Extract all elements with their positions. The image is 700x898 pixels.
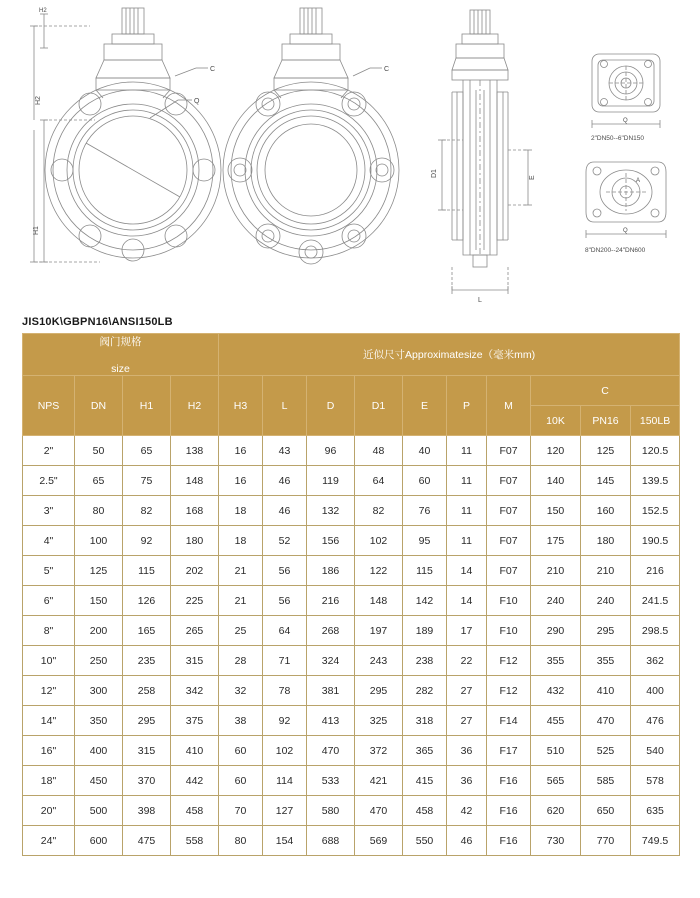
cell-d1: 122 — [355, 556, 403, 586]
cell-l: 56 — [263, 586, 307, 616]
cell-c150lb: 216 — [631, 556, 680, 586]
cell-nps: 3" — [23, 496, 75, 526]
cell-m: F07 — [487, 556, 531, 586]
cell-nps: 2" — [23, 436, 75, 466]
cell-h2: 458 — [171, 796, 219, 826]
cell-l: 71 — [263, 646, 307, 676]
cell-c150lb: 139.5 — [631, 466, 680, 496]
cell-h2: 202 — [171, 556, 219, 586]
spec-table-body — [23, 436, 680, 856]
cell-e: 282 — [403, 676, 447, 706]
cell-c10k: 210 — [531, 556, 581, 586]
cell-dn: 200 — [75, 616, 123, 646]
h2-label-left: H2 — [35, 96, 42, 105]
cell-c150lb: 362 — [631, 646, 680, 676]
table-row — [23, 826, 680, 856]
view-side-section — [438, 10, 532, 294]
cell-dn: 400 — [75, 736, 123, 766]
cell-e: 60 — [403, 466, 447, 496]
table-row — [23, 646, 680, 676]
cell-c150lb: 749.5 — [631, 826, 680, 856]
cell-c10k: 620 — [531, 796, 581, 826]
cell-m: F16 — [487, 826, 531, 856]
cell-d: 470 — [307, 736, 355, 766]
cell-e: 458 — [403, 796, 447, 826]
header-col-d1: D1 — [355, 376, 403, 436]
cell-l: 102 — [263, 736, 307, 766]
cell-l: 127 — [263, 796, 307, 826]
spec-title: JIS10K\GBPN16\ANSI150LB — [22, 316, 173, 328]
cell-c10k: 432 — [531, 676, 581, 706]
cell-nps: 2.5" — [23, 466, 75, 496]
cell-c150lb: 476 — [631, 706, 680, 736]
h1-label-left: H1 — [33, 226, 40, 235]
cell-cpn16: 295 — [581, 616, 631, 646]
cell-d1: 569 — [355, 826, 403, 856]
cell-d1: 197 — [355, 616, 403, 646]
cell-c10k: 175 — [531, 526, 581, 556]
cell-nps: 6" — [23, 586, 75, 616]
cell-d1: 470 — [355, 796, 403, 826]
cell-h2: 442 — [171, 766, 219, 796]
cell-d: 413 — [307, 706, 355, 736]
cell-h3: 32 — [219, 676, 263, 706]
cell-nps: 24" — [23, 826, 75, 856]
cell-p: 36 — [447, 766, 487, 796]
header-size-cn: 阀门规格 — [99, 336, 142, 348]
cell-e: 142 — [403, 586, 447, 616]
cell-nps: 8" — [23, 616, 75, 646]
cell-h3: 25 — [219, 616, 263, 646]
header-group-approx: 近似尺寸Approximatesize（毫米mm) — [219, 334, 680, 376]
cell-h1: 165 — [123, 616, 171, 646]
cell-h1: 82 — [123, 496, 171, 526]
cell-d: 580 — [307, 796, 355, 826]
table-row — [23, 796, 680, 826]
cell-c150lb: 635 — [631, 796, 680, 826]
cell-p: 14 — [447, 586, 487, 616]
cell-h3: 16 — [219, 436, 263, 466]
cell-d: 324 — [307, 646, 355, 676]
table-row — [23, 466, 680, 496]
cell-p: 11 — [447, 526, 487, 556]
cell-h3: 18 — [219, 526, 263, 556]
cell-c10k: 240 — [531, 586, 581, 616]
cell-e: 550 — [403, 826, 447, 856]
cell-h3: 28 — [219, 646, 263, 676]
cell-dn: 500 — [75, 796, 123, 826]
cell-h3: 21 — [219, 556, 263, 586]
cell-c150lb: 241.5 — [631, 586, 680, 616]
cell-dn: 100 — [75, 526, 123, 556]
cell-h3: 21 — [219, 586, 263, 616]
cell-l: 154 — [263, 826, 307, 856]
cell-m: F12 — [487, 646, 531, 676]
cell-c10k: 150 — [531, 496, 581, 526]
table-row — [23, 706, 680, 736]
cell-m: F16 — [487, 766, 531, 796]
cell-d1: 64 — [355, 466, 403, 496]
cell-h2: 180 — [171, 526, 219, 556]
cell-m: F17 — [487, 736, 531, 766]
cell-h1: 126 — [123, 586, 171, 616]
c-label-view2: C — [384, 66, 390, 73]
table-row — [23, 436, 680, 466]
cell-h1: 258 — [123, 676, 171, 706]
cell-m: F10 — [487, 586, 531, 616]
header-col-d: D — [307, 376, 355, 436]
cell-h1: 295 — [123, 706, 171, 736]
cell-dn: 250 — [75, 646, 123, 676]
cell-d: 156 — [307, 526, 355, 556]
cell-m: F07 — [487, 466, 531, 496]
table-row — [23, 586, 680, 616]
cell-l: 43 — [263, 436, 307, 466]
cell-nps: 20" — [23, 796, 75, 826]
cell-h1: 92 — [123, 526, 171, 556]
view-flange-small — [592, 54, 660, 112]
cell-dn: 150 — [75, 586, 123, 616]
cell-c10k: 455 — [531, 706, 581, 736]
cell-nps: 4" — [23, 526, 75, 556]
cell-cpn16: 525 — [581, 736, 631, 766]
cell-d1: 295 — [355, 676, 403, 706]
cell-h3: 60 — [219, 736, 263, 766]
header-col-p: P — [447, 376, 487, 436]
cell-m: F12 — [487, 676, 531, 706]
table-row — [23, 766, 680, 796]
cell-e: 95 — [403, 526, 447, 556]
cell-dn: 600 — [75, 826, 123, 856]
cell-l: 52 — [263, 526, 307, 556]
cell-dn: 125 — [75, 556, 123, 586]
cell-c10k: 510 — [531, 736, 581, 766]
cell-nps: 10" — [23, 646, 75, 676]
cell-c150lb: 120.5 — [631, 436, 680, 466]
cell-l: 78 — [263, 676, 307, 706]
header-col-dn: DN — [75, 376, 123, 436]
cell-nps: 18" — [23, 766, 75, 796]
cell-h2: 265 — [171, 616, 219, 646]
header-col-c-10k: 10K — [531, 406, 581, 436]
cell-cpn16: 470 — [581, 706, 631, 736]
header-col-m: M — [487, 376, 531, 436]
cell-e: 318 — [403, 706, 447, 736]
cell-l: 46 — [263, 496, 307, 526]
cell-c10k: 355 — [531, 646, 581, 676]
cell-p: 17 — [447, 616, 487, 646]
cell-cpn16: 145 — [581, 466, 631, 496]
flange-large-caption: 8"DN200--24"DN600 — [585, 247, 646, 254]
cell-p: 42 — [447, 796, 487, 826]
cell-l: 56 — [263, 556, 307, 586]
cell-h2: 168 — [171, 496, 219, 526]
header-col-l: L — [263, 376, 307, 436]
cell-c10k: 565 — [531, 766, 581, 796]
cell-dn: 50 — [75, 436, 123, 466]
cell-h3: 70 — [219, 796, 263, 826]
cell-c10k: 290 — [531, 616, 581, 646]
cell-cpn16: 650 — [581, 796, 631, 826]
cell-c150lb: 578 — [631, 766, 680, 796]
cell-m: F07 — [487, 496, 531, 526]
h2-label-top: H2 — [39, 8, 47, 14]
cell-e: 365 — [403, 736, 447, 766]
cell-d: 533 — [307, 766, 355, 796]
header-col-h2: H2 — [171, 376, 219, 436]
cell-cpn16: 160 — [581, 496, 631, 526]
cell-h3: 16 — [219, 466, 263, 496]
cell-h2: 410 — [171, 736, 219, 766]
cell-d: 96 — [307, 436, 355, 466]
header-col-c-150lb: 150LB — [631, 406, 680, 436]
cell-dn: 300 — [75, 676, 123, 706]
cell-h3: 60 — [219, 766, 263, 796]
cell-p: 11 — [447, 436, 487, 466]
cell-d: 186 — [307, 556, 355, 586]
cell-d1: 325 — [355, 706, 403, 736]
cell-m: F07 — [487, 436, 531, 466]
cell-d1: 372 — [355, 736, 403, 766]
cell-nps: 12" — [23, 676, 75, 706]
cell-d: 688 — [307, 826, 355, 856]
cell-h3: 38 — [219, 706, 263, 736]
table-row — [23, 676, 680, 706]
cell-h1: 235 — [123, 646, 171, 676]
cell-nps: 14" — [23, 706, 75, 736]
spec-table-container — [0, 333, 700, 856]
cell-h1: 370 — [123, 766, 171, 796]
cell-p: 46 — [447, 826, 487, 856]
cell-h2: 225 — [171, 586, 219, 616]
cell-c10k: 140 — [531, 466, 581, 496]
e-label-view3: E — [529, 175, 536, 180]
cell-h1: 115 — [123, 556, 171, 586]
header-col-e: E — [403, 376, 447, 436]
header-size-en: size — [111, 363, 130, 375]
cell-m: F10 — [487, 616, 531, 646]
header-col-h1: H1 — [123, 376, 171, 436]
cell-e: 415 — [403, 766, 447, 796]
cell-p: 27 — [447, 676, 487, 706]
cell-d1: 421 — [355, 766, 403, 796]
cell-dn: 80 — [75, 496, 123, 526]
cell-cpn16: 180 — [581, 526, 631, 556]
cell-m: F07 — [487, 526, 531, 556]
header-group-size — [23, 334, 219, 376]
c-label-view1: C — [210, 66, 216, 73]
technical-drawings — [0, 0, 700, 312]
cell-h3: 80 — [219, 826, 263, 856]
table-row — [23, 526, 680, 556]
table-row — [23, 496, 680, 526]
cell-e: 76 — [403, 496, 447, 526]
cell-e: 115 — [403, 556, 447, 586]
table-row — [23, 736, 680, 766]
cell-m: F14 — [487, 706, 531, 736]
cell-h1: 75 — [123, 466, 171, 496]
view-lug-front — [223, 8, 399, 264]
cell-dn: 350 — [75, 706, 123, 736]
cell-p: 36 — [447, 736, 487, 766]
cell-cpn16: 410 — [581, 676, 631, 706]
header-col-nps: NPS — [23, 376, 75, 436]
cell-h2: 342 — [171, 676, 219, 706]
cell-d: 381 — [307, 676, 355, 706]
cell-h1: 315 — [123, 736, 171, 766]
table-row — [23, 616, 680, 646]
cell-d: 268 — [307, 616, 355, 646]
cell-c150lb: 152.5 — [631, 496, 680, 526]
cell-nps: 5" — [23, 556, 75, 586]
cell-h3: 18 — [219, 496, 263, 526]
cell-h1: 398 — [123, 796, 171, 826]
cell-d: 132 — [307, 496, 355, 526]
cell-l: 92 — [263, 706, 307, 736]
cell-l: 64 — [263, 616, 307, 646]
cell-dn: 450 — [75, 766, 123, 796]
cell-e: 189 — [403, 616, 447, 646]
cell-c150lb: 400 — [631, 676, 680, 706]
cell-p: 22 — [447, 646, 487, 676]
l-label-view3: L — [478, 297, 482, 304]
spec-table — [22, 333, 680, 856]
cell-c150lb: 190.5 — [631, 526, 680, 556]
cell-d: 119 — [307, 466, 355, 496]
header-group-c: C — [531, 376, 680, 406]
cell-c10k: 120 — [531, 436, 581, 466]
flange-small-caption: 2"DN50--6"DN150 — [591, 135, 645, 142]
cell-cpn16: 240 — [581, 586, 631, 616]
flange-small-q: Q — [623, 118, 628, 124]
table-row — [23, 556, 680, 586]
cell-d1: 148 — [355, 586, 403, 616]
d1-label-view3: D1 — [431, 169, 438, 178]
cell-c150lb: 298.5 — [631, 616, 680, 646]
cell-p: 27 — [447, 706, 487, 736]
cell-cpn16: 125 — [581, 436, 631, 466]
cell-p: 11 — [447, 466, 487, 496]
cell-cpn16: 585 — [581, 766, 631, 796]
cell-h2: 315 — [171, 646, 219, 676]
cell-nps: 16" — [23, 736, 75, 766]
cell-d1: 102 — [355, 526, 403, 556]
cell-l: 114 — [263, 766, 307, 796]
cell-cpn16: 355 — [581, 646, 631, 676]
cell-d1: 82 — [355, 496, 403, 526]
cell-m: F16 — [487, 796, 531, 826]
cell-dn: 65 — [75, 466, 123, 496]
cell-h1: 475 — [123, 826, 171, 856]
flange-large-a: A — [636, 178, 641, 184]
cell-h2: 558 — [171, 826, 219, 856]
cell-h2: 375 — [171, 706, 219, 736]
cell-d: 216 — [307, 586, 355, 616]
cell-p: 14 — [447, 556, 487, 586]
cell-d1: 48 — [355, 436, 403, 466]
drawing-svg — [0, 0, 700, 312]
cell-p: 11 — [447, 496, 487, 526]
header-col-h3: H3 — [219, 376, 263, 436]
cell-cpn16: 770 — [581, 826, 631, 856]
flange-large-q: Q — [623, 228, 628, 234]
table-header-row-3 — [23, 376, 680, 406]
cell-h2: 138 — [171, 436, 219, 466]
header-col-c-pn16: PN16 — [581, 406, 631, 436]
cell-e: 238 — [403, 646, 447, 676]
view-wafer-front — [30, 8, 221, 262]
q-label-view1: Q — [194, 98, 200, 105]
cell-d1: 243 — [355, 646, 403, 676]
cell-c10k: 730 — [531, 826, 581, 856]
cell-c150lb: 540 — [631, 736, 680, 766]
cell-l: 46 — [263, 466, 307, 496]
cell-h2: 148 — [171, 466, 219, 496]
cell-h1: 65 — [123, 436, 171, 466]
cell-cpn16: 210 — [581, 556, 631, 586]
cell-e: 40 — [403, 436, 447, 466]
